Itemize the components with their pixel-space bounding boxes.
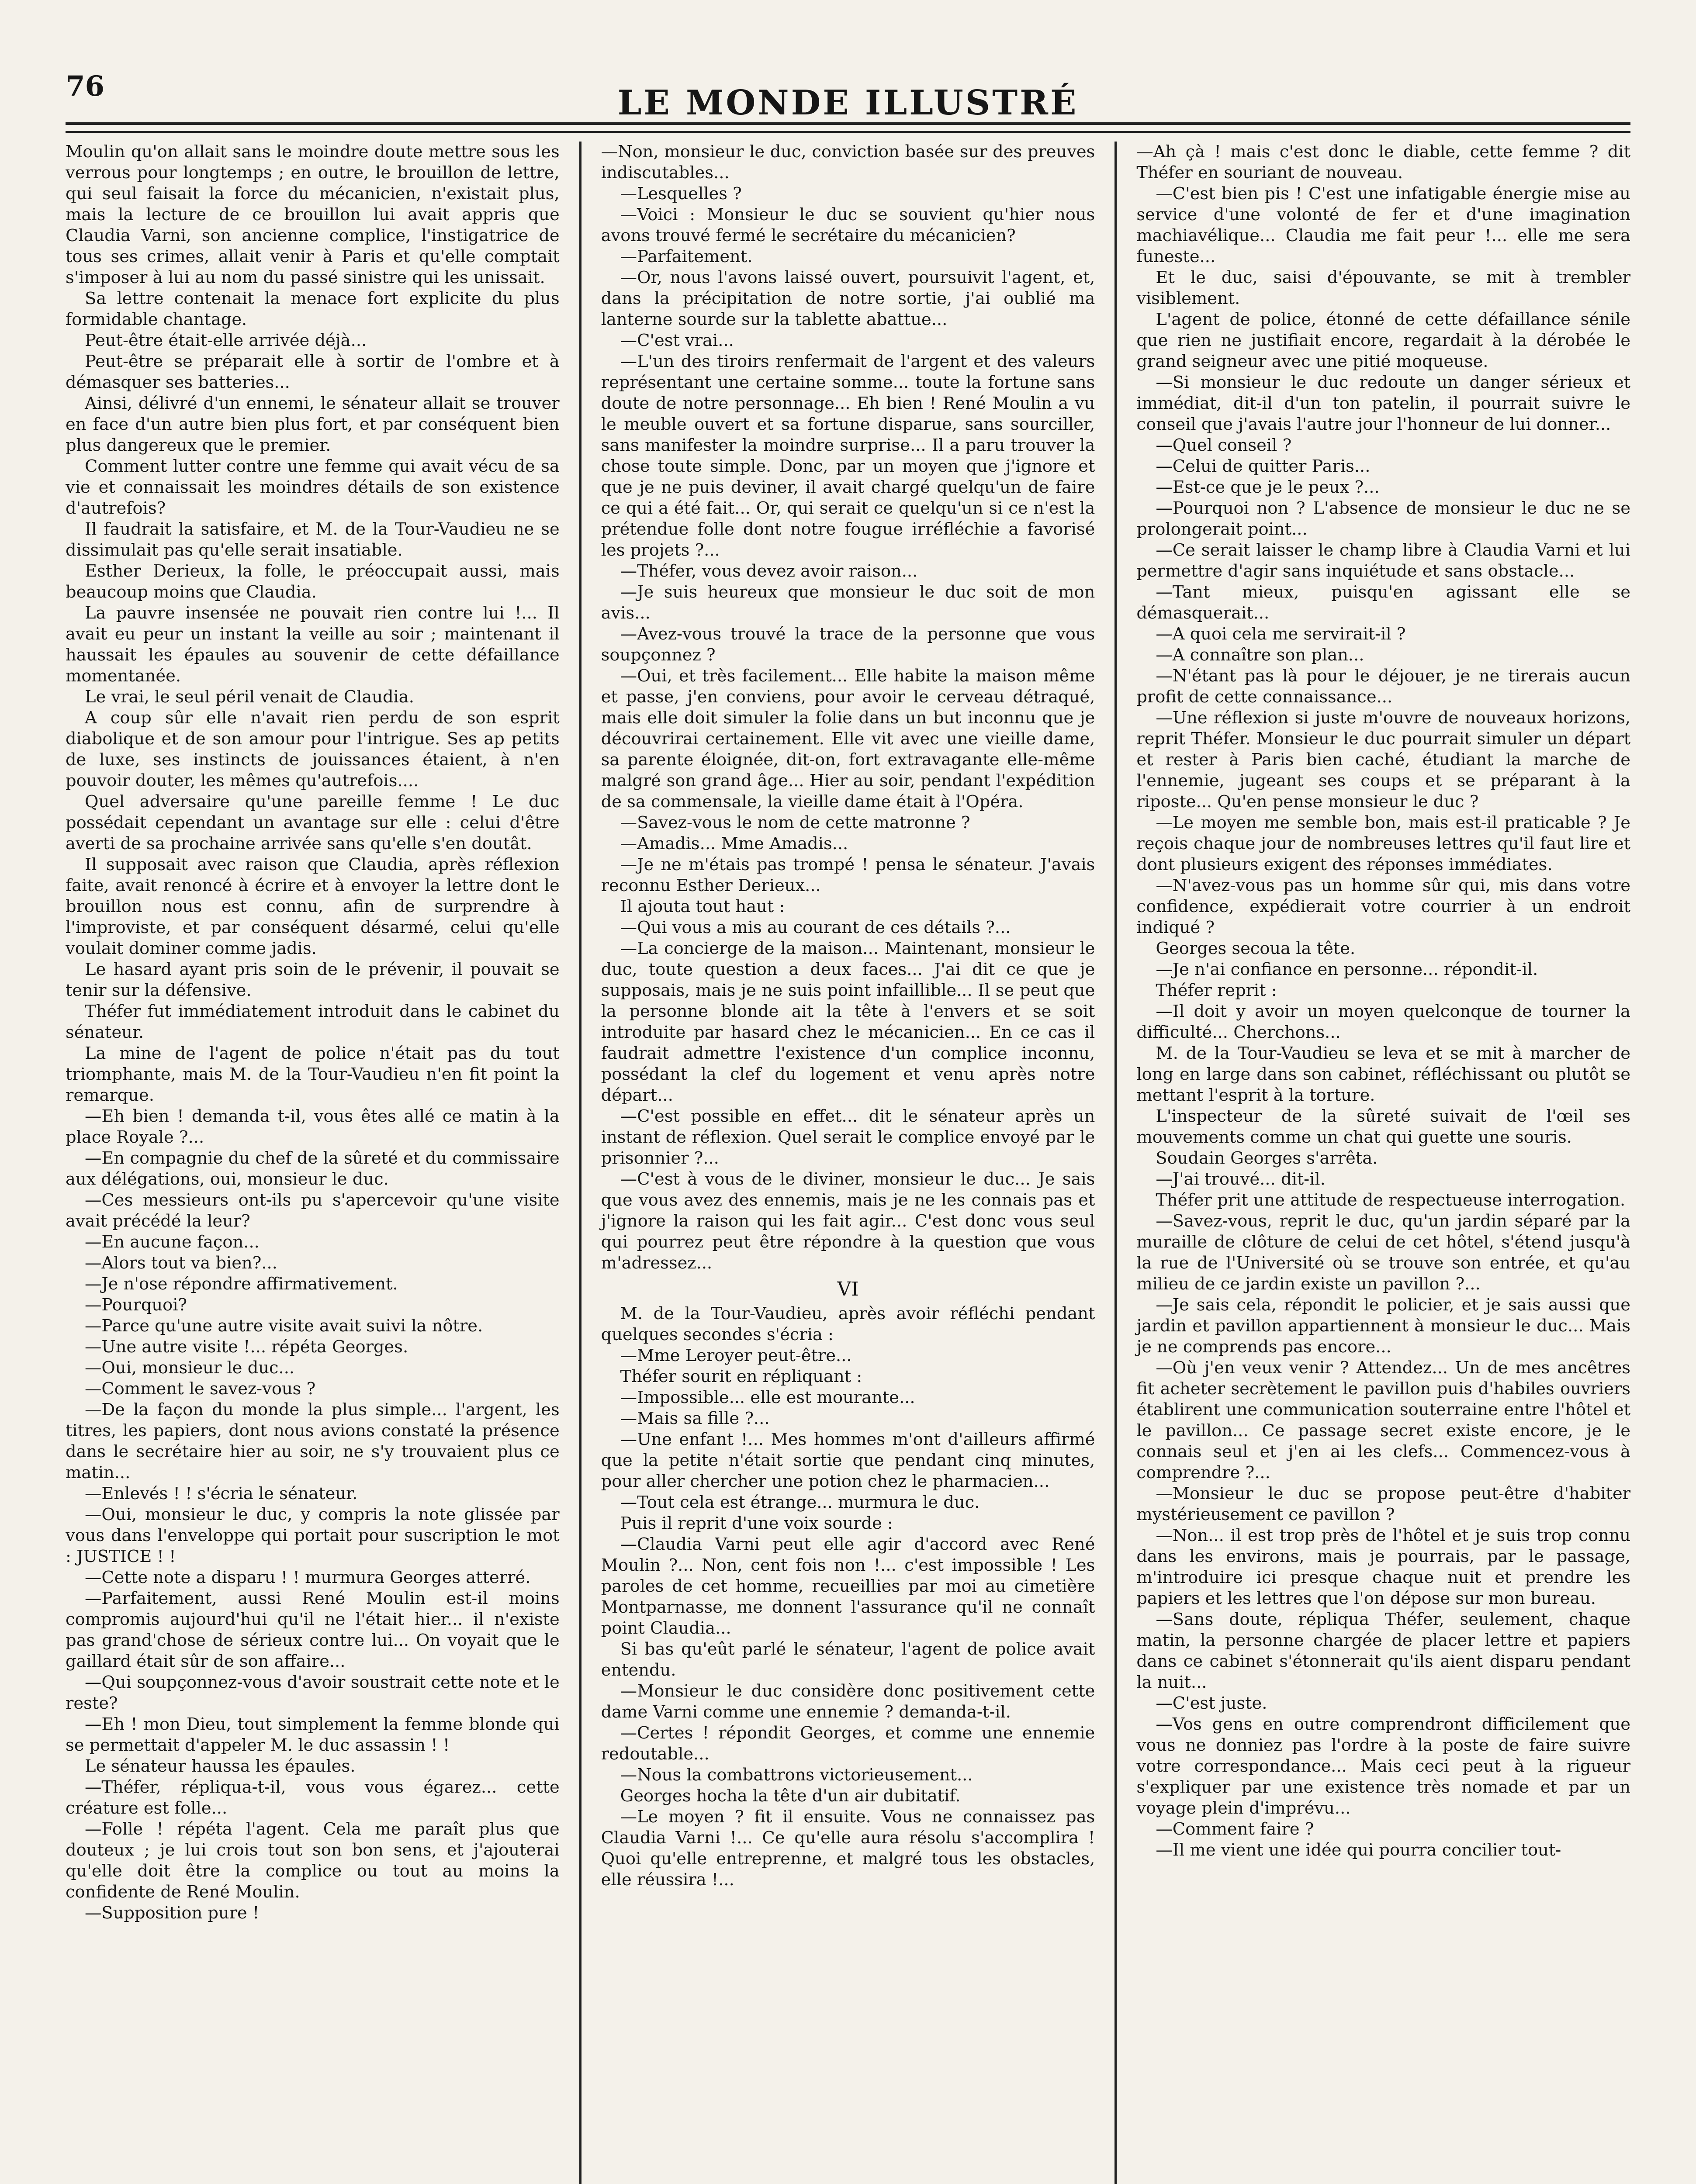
paragraph: —A connaître son plan...	[1156, 645, 1364, 665]
paragraph: —De la façon du monde la plus simple... l'argent, les titres, les papiers, dont nous avions constaté la présence dans le secrétaire hier au soir, ne s'y trouvaient plus ce matin...	[66, 1400, 560, 1482]
paragraph: —Une autre visite !... répéta Georges.	[85, 1337, 408, 1357]
paragraph: —Si monsieur le duc redoute un danger sérieux et immédiat, dit-il d'un ton patelin, il pourrait suivre le conseil que j'avais l'autre jour l'honneur de lui donner...	[1136, 373, 1631, 434]
paragraph: Peut-être était-elle arrivée déjà...	[85, 331, 367, 350]
paragraph: Théfer prit une attitude de respectueuse interrogation.	[1156, 1190, 1626, 1210]
paragraph: Le vrai, le seul péril venait de Claudia.	[85, 687, 414, 707]
paragraph: —Alors tout va bien?...	[85, 1253, 277, 1273]
paragraph: —Théfer, répliqua-t-il, vous vous égarez... cette créature est folle...	[66, 1777, 560, 1818]
paragraph: —Avez-vous trouvé la trace de la personne que vous soupçonnez ?	[601, 624, 1095, 665]
paragraph: —Impossible... elle est mourante...	[620, 1388, 915, 1407]
paragraph: —C'est bien pis ! C'est une infatigable énergie mise au service d'une volonté de fer et d'une imagination machiavélique... Claudia me fait peur !... elle me sera funeste...	[1136, 184, 1631, 266]
paragraph: Le hasard ayant pris soin de le prévenir, il pouvait se tenir sur la défensive.	[66, 960, 560, 1000]
paragraph: —Or, nous l'avons laissé ouvert, poursuivit l'agent, et, dans la précipitation de notre sortie, j'ai oublié ma lanterne sourde sur la tablette abattue...	[601, 268, 1095, 329]
paragraph: —Claudia Varni peut elle agir d'accord avec René Moulin ?... Non, cent fois non !... c'est impossible ! Les paroles de cet homme, recueillies par moi au cimetière Montparnasse, me donnent l'assurance qu'il ne connaît point Claudia...	[601, 1534, 1095, 1638]
paragraph: Théfer reprit :	[1156, 981, 1277, 1000]
paragraph: —C'est possible en effet... dit le sénateur après un instant de réflexion. Quel serait le complice envoyé par le prisonnier ?...	[601, 1106, 1095, 1168]
paragraph: —Eh bien ! demanda t-il, vous êtes allé ce matin à la place Royale ?...	[66, 1106, 560, 1147]
section-heading: VI	[837, 1278, 859, 1300]
paragraph: —Il doit y avoir un moyen quelconque de tourner la difficulté... Cherchons...	[1136, 1002, 1631, 1042]
paragraph: —Une réflexion si juste m'ouvre de nouveaux horizons, reprit Théfer. Monsieur le duc pourrait simuler un départ et rester à Paris bien caché, étudiant la marche de l'ennemie, jugeant ses coups et se préparant à la riposte... Qu'en pense monsieur le duc ?	[1136, 708, 1631, 812]
paragraph: —Je n'ose répondre affirmativement.	[85, 1274, 398, 1294]
paragraph: —Oui, et très facilement... Elle habite la maison même et passe, j'en conviens, pour avoir le cerveau détraqué, mais elle doit simuler la folie dans un but inconnu que je découvrirai certainement. Elle vit avec une vieille dame, sa parente éloignée, dit-on, fort extravagante elle-même malgré son grand âge... Hier au soir, pendant l'expédition de sa commensale, la vieille dame était à l'Opéra.	[601, 666, 1095, 812]
paragraph: Peut-être se préparait elle à sortir de l'ombre et à démasquer ses batteries...	[66, 352, 560, 392]
paragraph: —Celui de quitter Paris...	[1156, 456, 1371, 476]
paragraph: —Vos gens en outre comprendront difficilement que vous ne donniez pas l'ordre à la poste de faire suivre votre correspondance... Mais ceci peut à la rigueur s'expliquer par une existence très nomade et par un voyage plein d'imprévu...	[1136, 1714, 1631, 1818]
paragraph: —Supposition pure !	[85, 1903, 260, 1923]
paragraph: —Je ne m'étais pas trompé ! pensa le sénateur. J'avais reconnu Esther Derieux...	[601, 855, 1095, 895]
paragraph: —Qui soupçonnez-vous d'avoir soustrait cette note et le reste?	[66, 1673, 560, 1713]
paragraph: —Voici : Monsieur le duc se souvient qu'hier nous avons trouvé fermé le secrétaire du mécanicien?	[601, 205, 1095, 245]
paragraph: Puis il reprit d'une voix sourde :	[620, 1514, 893, 1533]
paragraph: —Oui, monsieur le duc, y compris la note glissée par vous dans l'enveloppe qui portait pour suscription le mot : JUSTICE ! !	[66, 1505, 560, 1566]
paragraph: —Mme Leroyer peut-être...	[620, 1346, 852, 1365]
paragraph: —Amadis... Mme Amadis...	[620, 834, 848, 854]
paragraph: —A quoi cela me servirait-il ?	[1156, 624, 1406, 644]
paragraph: L'inspecteur de la sûreté suivait de l'œil ses mouvements comme un chat qui guette une souris.	[1136, 1106, 1631, 1147]
paragraph: —Je n'ai confiance en personne... répondit-il.	[1156, 960, 1538, 979]
masthead	[66, 66, 1630, 123]
paragraph: —Le moyen me semble bon, mais est-il praticable ? Je reçois chaque jour de nombreuses lettres qu'il faut lire et dont plusieurs exigent des réponses immédiates.	[1136, 813, 1631, 874]
paragraph: —Savez-vous le nom de cette matronne ?	[620, 813, 970, 833]
paragraph: —L'un des tiroirs renfermait de l'argent et des valeurs représentant une certaine somme... toute la fortune sans doute de notre personnage... Eh bien ! René Moulin a vu le meuble ouvert et sa fortune disparue, sans sourciller, sans manifester la moindre surprise... Il a paru trouver la chose toute simple. Donc, par un moyen que j'ignore et que je ne puis deviner, il avait chargé quelqu'un de faire ce qui a été fait... Or, qui serait ce quelqu'un si ce n'est la prétendue folle dont notre fougue irréfléchie a favorisé les projets ?...	[601, 352, 1095, 560]
paragraph: La pauvre insensée ne pouvait rien contre lui !... Il avait eu peur un instant la veille au soir ; maintenant il haussait les épaules au souvenir de cette défaillance momentanée.	[66, 603, 560, 686]
paragraph: —Théfer, vous devez avoir raison...	[620, 561, 918, 581]
paragraph: —Oui, monsieur le duc...	[85, 1358, 295, 1378]
paragraph: Soudain Georges s'arrêta.	[1156, 1148, 1378, 1168]
paragraph: —Comment le savez-vous ?	[85, 1379, 316, 1399]
paragraph: —C'est à vous de le diviner, monsieur le duc... Je sais que vous avez des ennemis, mais je ne les connais pas et j'ignore la raison qui les fait agir... C'est donc vous seul qui pourrez peut être répondre à la question que vous m'adressez...	[601, 1169, 1095, 1273]
paragraph: —Mais sa fille ?...	[620, 1409, 770, 1428]
paragraph: —Savez-vous, reprit le duc, qu'un jardin séparé par la muraille de clôture de celui de cet hôtel, s'étend jusqu'à la rue de l'Université où se trouve son entrée, et qu'au milieu de ce jardin existe un pavillon ?...	[1136, 1211, 1631, 1294]
text-column-2	[579, 142, 1115, 2184]
paragraph: —Comment faire ?	[1156, 1819, 1314, 1839]
paragraph: —Est-ce que je le peux ?...	[1156, 477, 1380, 497]
paragraph: —En aucune façon...	[85, 1232, 260, 1252]
paragraph: —N'avez-vous pas un homme sûr qui, mis dans votre confidence, expédierait votre courrier à un endroit indiqué ?	[1136, 876, 1631, 937]
paragraph: —C'est juste.	[1156, 1693, 1267, 1713]
paragraph: —Ce serait laisser le champ libre à Claudia Varni et lui permettre d'agir sans inquiétude et sans obstacle...	[1136, 540, 1631, 581]
paragraph: —Il me vient une idée qui pourra concilier tout-	[1156, 1840, 1561, 1860]
paragraph: —Monsieur le duc se propose peut-être d'habiter mystérieusement ce pavillon ?	[1136, 1484, 1631, 1524]
text-column-1	[66, 142, 579, 2184]
paragraph: —N'étant pas là pour le déjouer, je ne tirerais aucun profit de cette connaissance...	[1136, 666, 1631, 707]
paragraph: —Je suis heureux que monsieur le duc soit de mon avis...	[601, 582, 1095, 623]
paragraph: A coup sûr elle n'avait rien perdu de son esprit diabolique et de son amour pour l'intrigue. Ses ap petits de luxe, ses instincts de jouissances étaient, à n'en pouvoir douter, les mêmes qu'autrefois....	[66, 708, 560, 791]
text-column-3	[1115, 142, 1630, 2184]
paragraph: L'agent de police, étonné de cette défaillance sénile que rien ne justifiait encore, regardait à la dérobée le grand seigneur avec une pitié moqueuse.	[1136, 310, 1631, 371]
paragraph: Comment lutter contre une femme qui avait vécu de sa vie et connaissait les moindres détails de son existence d'autrefois?	[66, 456, 560, 518]
paragraph: —Non, monsieur le duc, conviction basée sur des preuves indiscutables...	[601, 142, 1095, 183]
paragraph: —Lesquelles ?	[620, 184, 742, 204]
paragraph: Ainsi, délivré d'un ennemi, le sénateur allait se trouver en face d'un autre bien plus fort, et par conséquent bien plus dangereux que le premier.	[66, 394, 560, 455]
paragraph: Esther Derieux, la folle, le préoccupait aussi, mais beaucoup moins que Claudia.	[66, 561, 560, 602]
paragraph: —La concierge de la maison... Maintenant, monsieur le duc, toute question a deux faces... J'ai dit ce que je supposais, mais je ne suis point infaillible... Il se peut que la personne blonde ait la tête à l'envers et se soit introduite par hasard chez le mécanicien... En ce cas il faudrait admettre l'existence d'un complice inconnu, possédant la clef du logement et venu après notre départ...	[601, 939, 1095, 1105]
paragraph: Il supposait avec raison que Claudia, après réflexion faite, avait renoncé à écrire et à envoyer la lettre dont le brouillon nous est connu, afin de surprendre à l'improviste, et par conséquent désarmé, celui qu'elle voulait dominer comme jadis.	[66, 855, 560, 958]
paragraph: —Quel conseil ?	[1156, 435, 1292, 455]
paragraph: —Une enfant !... Mes hommes m'ont d'ailleurs affirmé que la petite n'était sortie que pendant cinq minutes, pour aller chercher une potion chez le pharmacien...	[601, 1430, 1095, 1491]
paragraph: —C'est vrai...	[620, 331, 734, 350]
paragraph: —Où j'en veux venir ? Attendez... Un de mes ancêtres fit acheter secrètement le pavillon puis d'habiles ouvriers établirent une communication souterraine entre l'hôtel et le pavillon... Ce passage secret existe encore, je le connais seul et j'en ai les clefs... Commencez-vous à comprendre ?...	[1136, 1358, 1631, 1482]
paragraph: M. de la Tour-Vaudieu, après avoir réfléchi pendant quelques secondes s'écria :	[601, 1304, 1095, 1344]
paragraph: Quel adversaire qu'une pareille femme ! Le duc possédait cependant un avantage sur elle : celui d'être averti de sa prochaine arrivée sans qu'elle s'en doutât.	[66, 792, 560, 854]
paragraph: La mine de l'agent de police n'était pas du tout triomphante, mais M. de la Tour-Vaudieu n'en fit point la remarque.	[66, 1044, 560, 1105]
paragraph: —Parce qu'une autre visite avait suivi la nôtre.	[85, 1316, 483, 1336]
paragraph: —Certes ! répondit Georges, et comme une ennemie redoutable...	[601, 1723, 1095, 1764]
paragraph: —Eh ! mon Dieu, tout simplement la femme blonde qui se permettait d'appeler M. le duc assassin ! !	[66, 1714, 560, 1755]
paragraph: —Nous la combattrons victorieusement...	[620, 1765, 973, 1785]
paragraph: M. de la Tour-Vaudieu se leva et se mit à marcher de long en large dans son cabinet, réfléchissant ou plutôt se mettant l'esprit à la torture.	[1136, 1044, 1631, 1105]
paragraph: —Qui vous a mis au courant de ces détails ?...	[620, 918, 1011, 937]
paragraph: —Tant mieux, puisqu'en agissant elle se démasquerait...	[1136, 582, 1631, 623]
paragraph: Il faudrait la satisfaire, et M. de la Tour-Vaudieu ne se dissimulait pas qu'elle serait insatiable.	[66, 519, 560, 560]
paragraph: —Ah çà ! mais c'est donc le diable, cette femme ? dit Théfer en souriant de nouveau.	[1136, 142, 1631, 183]
paragraph: —Le moyen ? fit il ensuite. Vous ne connaissez pas Claudia Varni !... Ce qu'elle aura résolu s'accomplira ! Quoi qu'elle entreprenne, et malgré tous les obstacles, elle réussira !...	[601, 1807, 1095, 1890]
paragraph: Si bas qu'eût parlé le sénateur, l'agent de police avait entendu.	[601, 1639, 1095, 1680]
paragraph: Georges hocha la tête d'un air dubitatif.	[620, 1786, 961, 1806]
paragraph: Moulin qu'on allait sans le moindre doute mettre sous les verrous pour longtemps ; en outre, le brouillon de lettre, qui seul faisait la force du mécanicien, n'existait plus, mais la lecture de ce brouillon lui avait appris que Claudia Varni, son ancienne complice, l'instigatrice de tous ses crimes, allait venir à Paris et qu'elle comptait s'imposer à lui au nom du passé sinistre qui les unissait.	[66, 142, 560, 287]
paragraph: Théfer fut immédiatement introduit dans le cabinet du sénateur.	[66, 1002, 560, 1042]
paragraph: —Parfaitement, aussi René Moulin est-il moins compromis aujourd'hui qu'il ne l'était hier... il n'existe pas grand'chose de sérieux contre lui... On voyait que le gaillard était sûr de son affaire...	[66, 1589, 560, 1671]
paragraph: Le sénateur haussa les épaules.	[85, 1756, 356, 1776]
paragraph: —J'ai trouvé... dit-il.	[1156, 1169, 1326, 1189]
paragraph: —Enlevés ! ! s'écria le sénateur.	[85, 1484, 358, 1503]
paragraph: Théfer sourit en répliquant :	[620, 1367, 862, 1386]
page-number: 76	[66, 70, 105, 103]
paragraph: Georges secoua la tête.	[1156, 939, 1356, 958]
paragraph: —Tout cela est étrange... murmura le duc.	[620, 1493, 980, 1512]
paragraph: —Pourquoi non ? L'absence de monsieur le duc ne se prolongerait point...	[1136, 498, 1631, 539]
paragraph: Il ajouta tout haut :	[620, 897, 785, 916]
paragraph: —Je sais cela, répondit le policier, et je sais aussi que jardin et pavillon appartiennent à monsieur le duc... Mais je ne comprends pas encore...	[1136, 1295, 1631, 1357]
text-columns	[66, 142, 1630, 2184]
paragraph: —En compagnie du chef de la sûreté et du commissaire aux délégations, oui, monsieur le duc.	[66, 1148, 560, 1189]
journal-title: LE MONDE ILLUSTRÉ	[617, 83, 1079, 123]
paragraph: —Sans doute, répliqua Théfer, seulement, chaque matin, la personne chargée de placer lettre et papiers dans ce cabinet s'étonnerait qu'ils aient disparu pendant la nuit...	[1136, 1610, 1631, 1692]
paragraph: —Monsieur le duc considère donc positivement cette dame Varni comme une ennemie ? demanda-t-il.	[601, 1681, 1095, 1722]
paragraph: Sa lettre contenait la menace fort explicite du plus formidable chantage.	[66, 289, 560, 329]
paragraph: —Pourquoi?	[85, 1295, 187, 1315]
paragraph: —Folle ! répéta l'agent. Cela me paraît plus que douteux ; je lui crois tout son bon sens, et j'ajouterai qu'elle doit être la complice ou tout au moins la confidente de René Moulin.	[66, 1819, 560, 1902]
paragraph: —Cette note a disparu ! ! murmura Georges atterré.	[85, 1568, 531, 1587]
paragraph: —Ces messieurs ont-ils pu s'apercevoir qu'une visite avait précédé la leur?	[66, 1190, 560, 1231]
paragraph: Et le duc, saisi d'épouvante, se mit à trembler visiblement.	[1136, 268, 1631, 308]
paragraph: —Parfaitement.	[620, 247, 753, 266]
paragraph: —Non... il est trop près de l'hôtel et je suis trop connu dans les environs, mais je pourrais, par le passage, m'introduire ici presque chaque nuit et prendre les papiers et les lettres que l'on dépose sur mon bureau.	[1136, 1526, 1631, 1608]
masthead-rule	[66, 122, 1630, 133]
